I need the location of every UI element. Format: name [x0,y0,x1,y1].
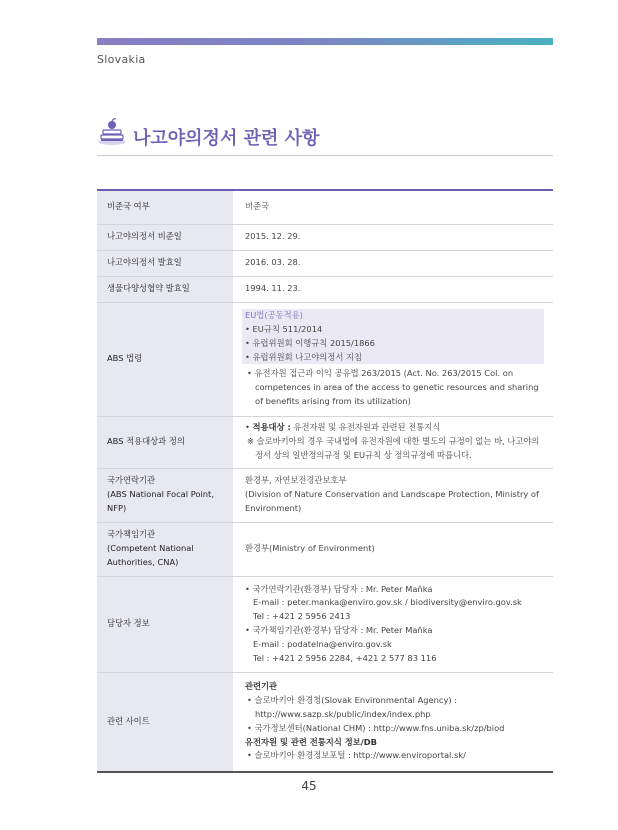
nagoya-info-table [97,189,553,773]
scope-text: 유전자원 및 유전자원과 관련된 전통지식 [290,422,441,433]
site-link[interactable]: • 슬로바키아 환경청(Slovak Environmental Agency) : http://www.sazp.sk/public/index/index.php [247,695,458,719]
list-item: • EU규칙 511/2014 [245,324,323,334]
row-label [97,468,233,522]
table-row [97,190,553,224]
page-number: 45 [301,779,317,793]
row-label [97,522,233,576]
contact-tel: Tel : +421 2 5956 2284, +421 2 577 83 116 [253,652,437,663]
title-divider [97,155,553,156]
sites-heading: 관련기관 [245,681,278,692]
label-line: Authorities, CNA) [107,556,179,567]
scope-bold: 적용대상 : [252,422,291,433]
row-value: 2016. 03. 28. [233,250,553,276]
label-line: 국가책임기관 [107,529,156,540]
table-row [97,276,553,302]
site-link[interactable]: • 슬로바키아 환경정보포털 : http://www.enviroportal.sk/ [247,750,466,761]
contact-tel: Tel : +421 2 5956 2413 [253,611,351,622]
header-accent-bar [97,38,553,45]
row-label: 나고야의정서 비준일 [97,224,233,250]
contact-line: • 국가책임기관(환경부) 담당자 : Mr. Peter Maňka [245,625,433,635]
row-value [233,302,553,416]
table-row [97,576,553,672]
table-row [97,468,553,522]
value-line: 환경부, 자연보전경관보호부 [245,475,347,486]
sites-heading: 유전자원 및 관련 전통지식 정보/DB [245,736,377,747]
row-label: 담당자 정보 [97,576,233,672]
list-item: • 유럽위원회 나고야의정서 지침 [245,351,362,362]
row-value [233,468,553,522]
section-title: 나고야의정서 관련 사항 [133,128,320,149]
row-value: 2015. 12. 29. [233,224,553,250]
row-label: 생물다양성협약 발효일 [97,276,233,302]
site-link[interactable]: • 국가정보센터(National CHM) : http://www.fns.uniba.sk/zp/biod [247,722,505,733]
table-row [97,522,553,576]
row-value [233,672,553,772]
label-line: (Competent National [107,543,194,554]
books-apple-icon [97,118,127,148]
contact-email: E-mail : peter.manka@enviro.gov.sk / biodiversity@enviro.gov.sk [253,597,522,608]
label-line: 국가연락기관 [107,475,156,486]
row-label: ABS 적용대상과 정의 [97,416,233,468]
row-value [233,576,553,672]
eu-law-title: EU법(공동적용) [245,310,303,321]
scope-line: • 적용대상 : 유전자원 및 유전자원과 관련된 전통지식 [245,422,441,433]
table-row [97,250,553,276]
row-value [233,416,553,468]
table-row [97,672,553,772]
eu-law-box [242,309,544,364]
row-label: 관련 사이트 [97,672,233,772]
table-row [97,224,553,250]
table-row [97,416,553,468]
label-line: (ABS National Focal Point, [107,489,214,500]
scope-note: ※ 슬로바키아의 경우 국내법에 유전자원에 대한 별도의 규정이 없는 바, 나고야의정서 상의 일반정의규정 및 EU규칙 상 정의규정에 따릅니다. [247,436,540,460]
row-label: 비준국 여부 [97,190,233,224]
row-value: 1994. 11. 23. [233,276,553,302]
country-name: Slovakia [97,53,146,66]
label-line: NFP) [107,502,127,513]
row-label: ABS 법령 [97,302,233,416]
contact-email: E-mail : podatelna@enviro.gov.sk [253,638,392,649]
row-label: 나고야의정서 발효일 [97,250,233,276]
contact-line: • 국가연락기관(환경부) 담당자 : Mr. Peter Maňka [245,583,433,594]
row-value: 비준국 [233,190,553,224]
value-line: (Division of Nature Conservation and Landscape Protection, Ministry of Environment) [245,489,539,513]
table-row [97,302,553,416]
row-value: 환경부(Ministry of Environment) [233,522,553,576]
national-law: • 유전자원 접근과 이익 공유법 263/2015 (Act. No. 263/2015 Col. on competences in area of the access to genetic resources and sharing of benefits arising from its utilization) [247,368,539,406]
list-item: • 유럽위원회 이행규칙 2015/1866 [245,337,375,348]
